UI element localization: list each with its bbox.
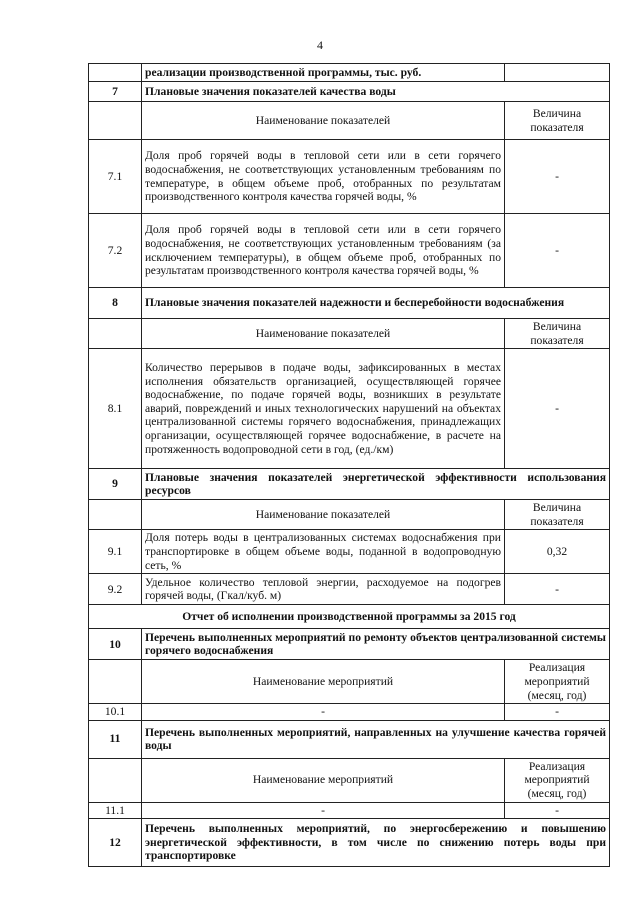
column-header-row: [89, 102, 610, 140]
table-row: [89, 64, 610, 82]
section-title: Перечень выполненных мероприятий, по энергосбережению и повышению энергетической эффективности, в том числе по снижению потерь воды при транспортировке: [142, 819, 610, 867]
column-header-row: [89, 500, 610, 530]
section-number: 9: [89, 469, 142, 500]
table-row: [89, 349, 610, 469]
column-header-row: [89, 319, 610, 349]
section-10-header: [89, 629, 610, 660]
item-number: 10.1: [89, 704, 142, 721]
item-value: -: [505, 349, 610, 469]
item-value: -: [505, 802, 610, 819]
section-title: Перечень выполненных мероприятий по ремонту объектов централизованной системы горячего водоснабжения: [142, 629, 610, 660]
section-number: 11: [89, 720, 142, 758]
item-text: Доля потерь воды в централизованных системах водоснабжения при транспортировке в общем объеме воды, поданной в водопроводную сеть, %: [142, 530, 505, 574]
item-text: Доля проб горячей воды в тепловой сети или в сети горячего водоснабжения, не соответствующих установленным требованиям (за исключением температуры), в общем объеме проб, отобранных по результатам производственного контроля качества горячей воды, %: [142, 214, 505, 288]
item-number: 7.1: [89, 140, 142, 214]
item-number: 9.1: [89, 530, 142, 574]
column-header-name: Наименование мероприятий: [142, 758, 505, 802]
section-number: 8: [89, 288, 142, 319]
table-row: [89, 574, 610, 605]
item-number: 7.2: [89, 214, 142, 288]
column-header-name: Наименование мероприятий: [142, 660, 505, 704]
column-header-name: Наименование показателей: [142, 319, 505, 349]
column-header-value: Величина показателя: [505, 102, 610, 140]
item-value: -: [505, 574, 610, 605]
section-12-header: [89, 819, 610, 867]
column-header-value: Величина показателя: [505, 500, 610, 530]
section-title: Плановые значения показателей энергетической эффективности использования ресурсов: [142, 469, 610, 500]
item-text: Доля проб горячей воды в тепловой сети или в сети горячего водоснабжения, не соответствующих установленным требованиям по температуре, в общем объеме проб, отобранных по результатам производственного контроля качества горячей воды, %: [142, 140, 505, 214]
section-number: 10: [89, 629, 142, 660]
column-header-name: Наименование показателей: [142, 102, 505, 140]
item-text: Удельное количество тепловой энергии, расходуемое на подогрев горячей воды, (Гкал/куб. м): [142, 574, 505, 605]
item-value: 0,32: [505, 530, 610, 574]
column-header-value: Величина показателя: [505, 319, 610, 349]
item-text: -: [142, 704, 505, 721]
section-number: 12: [89, 819, 142, 867]
column-header-row: [89, 660, 610, 704]
column-header-name: Наименование показателей: [142, 500, 505, 530]
item-value: -: [505, 704, 610, 721]
table-row: [89, 704, 610, 721]
section-title: Плановые значения показателей надежности и бесперебойности водоснабжения: [142, 288, 610, 319]
report-title-row: [89, 605, 610, 629]
column-header-row: [89, 758, 610, 802]
item-text: Количество перерывов в подаче воды, зафиксированных в местах исполнения обязательств организацией, осуществляющей горячее водоснабжение, по подаче горячей воды, возникших в результате аварий, повреждений и иных технологических нарушений на объектах централизованной системы горячего водоснабжения, принадлежащих организации, осуществляющей горячее водоснабжение, в расчете на протяженность водопроводной сети в год, (ед./км): [142, 349, 505, 469]
section-8-header: [89, 288, 610, 319]
item-number: 9.2: [89, 574, 142, 605]
table-row: [89, 802, 610, 819]
carryover-text: реализации производственной программы, тыс. руб.: [142, 64, 505, 82]
table-row: [89, 530, 610, 574]
report-title: Отчет об исполнении производственной программы за 2015 год: [89, 605, 610, 629]
item-value: -: [505, 214, 610, 288]
section-9-header: [89, 469, 610, 500]
page-number: 4: [317, 38, 323, 52]
table-row: [89, 214, 610, 288]
item-number: 8.1: [89, 349, 142, 469]
item-value: -: [505, 140, 610, 214]
section-7-header: [89, 82, 610, 102]
section-11-header: [89, 720, 610, 758]
item-text: -: [142, 802, 505, 819]
section-title: Перечень выполненных мероприятий, направленных на улучшение качества горячей воды: [142, 720, 610, 758]
table-row: [89, 140, 610, 214]
column-header-value: Реализация мероприятий (месяц, год): [505, 758, 610, 802]
item-number: 11.1: [89, 802, 142, 819]
program-table: [88, 63, 610, 867]
section-title: Плановые значения показателей качества воды: [142, 82, 610, 102]
section-number: 7: [89, 82, 142, 102]
column-header-value: Реализация мероприятий (месяц, год): [505, 660, 610, 704]
